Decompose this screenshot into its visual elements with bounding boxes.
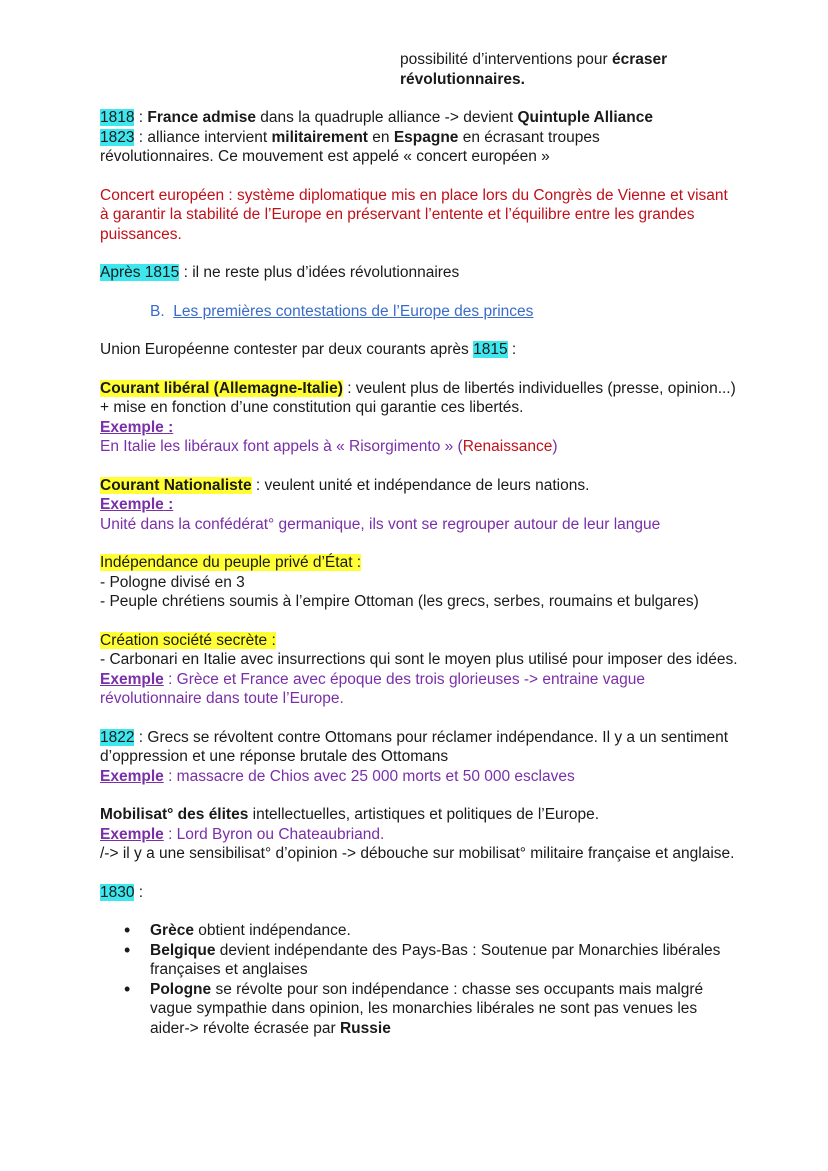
para-independance: Indépendance du peuple privé d’État : - Pologne divisé en 3 - Peuple chrétiens soumis à l’empire Ottoman (les grecs, serbes, roumains et bulgares) <box>100 554 699 610</box>
year-1818: 1818 <box>100 109 135 126</box>
list-item: • Grèce obtient indépendance. <box>150 921 740 941</box>
para-courant-nationaliste: Courant Nationaliste : veulent unité et indépendance de leurs nations. Exemple : Unité dans la confédérat° germanique, ils vont se regrouper autour de leur langue <box>100 476 661 533</box>
example-label: Exemple <box>100 670 164 688</box>
example-label: Exemple <box>100 825 164 843</box>
year-1830: 1830 <box>100 883 135 901</box>
para-1822: 1822 : Grecs se révoltent contre Ottomans pour réclamer indépendance. Il y a un sentiment d’oppression et une réponse brutale des Ottomans Exemple : massacre de Chios avec 25 000 morts et 50 000 esclaves <box>100 728 729 785</box>
para-mobilisation: Mobilisat° des élites intellectuelles, artistiques et politiques de l’Europe. Exemple : Lord Byron ou Chateaubriand. /-> il y a une sensibilisat° d’opinion -> débouche sur mobilisat° militaire française et anglaise. <box>100 806 735 862</box>
para-union: Union Européenne contester par deux courants après 1815 : <box>100 341 517 358</box>
top-continuation: possibilité d’interventions pour écraser révolutionnaires. <box>400 51 668 88</box>
para-apres-1815: Après 1815 : il ne reste plus d’idées révolutionnaires <box>100 264 460 281</box>
section-heading-b: B. Les premières contestations de l’Europe des princes <box>150 302 534 320</box>
document-page <box>100 50 740 1038</box>
year-1822: 1822 <box>100 728 135 746</box>
example-label: Exemple <box>100 767 164 785</box>
year-1815: 1815 <box>473 341 508 358</box>
heading-societe-secrete: Création société secrète : <box>100 631 276 649</box>
example-label: Exemple <box>100 418 164 436</box>
heading-courant-nationaliste: Courant Nationaliste <box>100 476 252 494</box>
list-item: • Pologne se révolte pour son indépendance : chasse ses occupants mais malgré vague sympathie dans opinion, les monarchies libérales ne sont pas venues les aider-> révolte écrasée par Russie <box>150 980 740 1039</box>
list-item: • Belgique devient indépendante des Pays-Bas : Soutenue par Monarchies libérales françaises et anglaises <box>150 941 740 980</box>
year-1823: 1823 <box>100 128 135 146</box>
example-label: Exemple <box>100 496 164 513</box>
list-1830 <box>100 921 740 1038</box>
para-1818: 1818 : France admise dans la quadruple alliance -> devient Quintuple Alliance <box>100 109 653 126</box>
heading-independance: Indépendance du peuple privé d’État : <box>100 554 362 571</box>
heading-courant-liberal: Courant libéral (Allemagne-Italie) <box>100 379 343 397</box>
definition-concert-europeen: Concert européen : système diplomatique mis en place lors du Congrès de Vienne et visant à garantir la stabilité de l’Europe en préservant l’entente et l’équilibre entre les grandes puissances. <box>100 186 728 243</box>
para-courant-liberal: Courant libéral (Allemagne-Italie) : veulent plus de libertés individuelles (presse, opinion...) + mise en fonction d’une constitution qui garantie ces libertés. Exemple : En Italie les libéraux font appels à « Risorgimento » (Renaissance) <box>100 379 736 455</box>
para-1823: 1823 : alliance intervient militairement en Espagne en écrasant troupes révolutionnaires. Ce mouvement est appelé « concert européen » <box>100 128 600 165</box>
para-societe-secrete: Création société secrète : - Carbonari en Italie avec insurrections qui sont le moyen plus utilisé pour imposer des idées. Exemple : Grèce et France avec époque des trois glorieuses -> entraine vague révolutionnaire dans toute l’Europe. <box>100 631 738 707</box>
para-1830: 1830 : <box>100 883 144 901</box>
